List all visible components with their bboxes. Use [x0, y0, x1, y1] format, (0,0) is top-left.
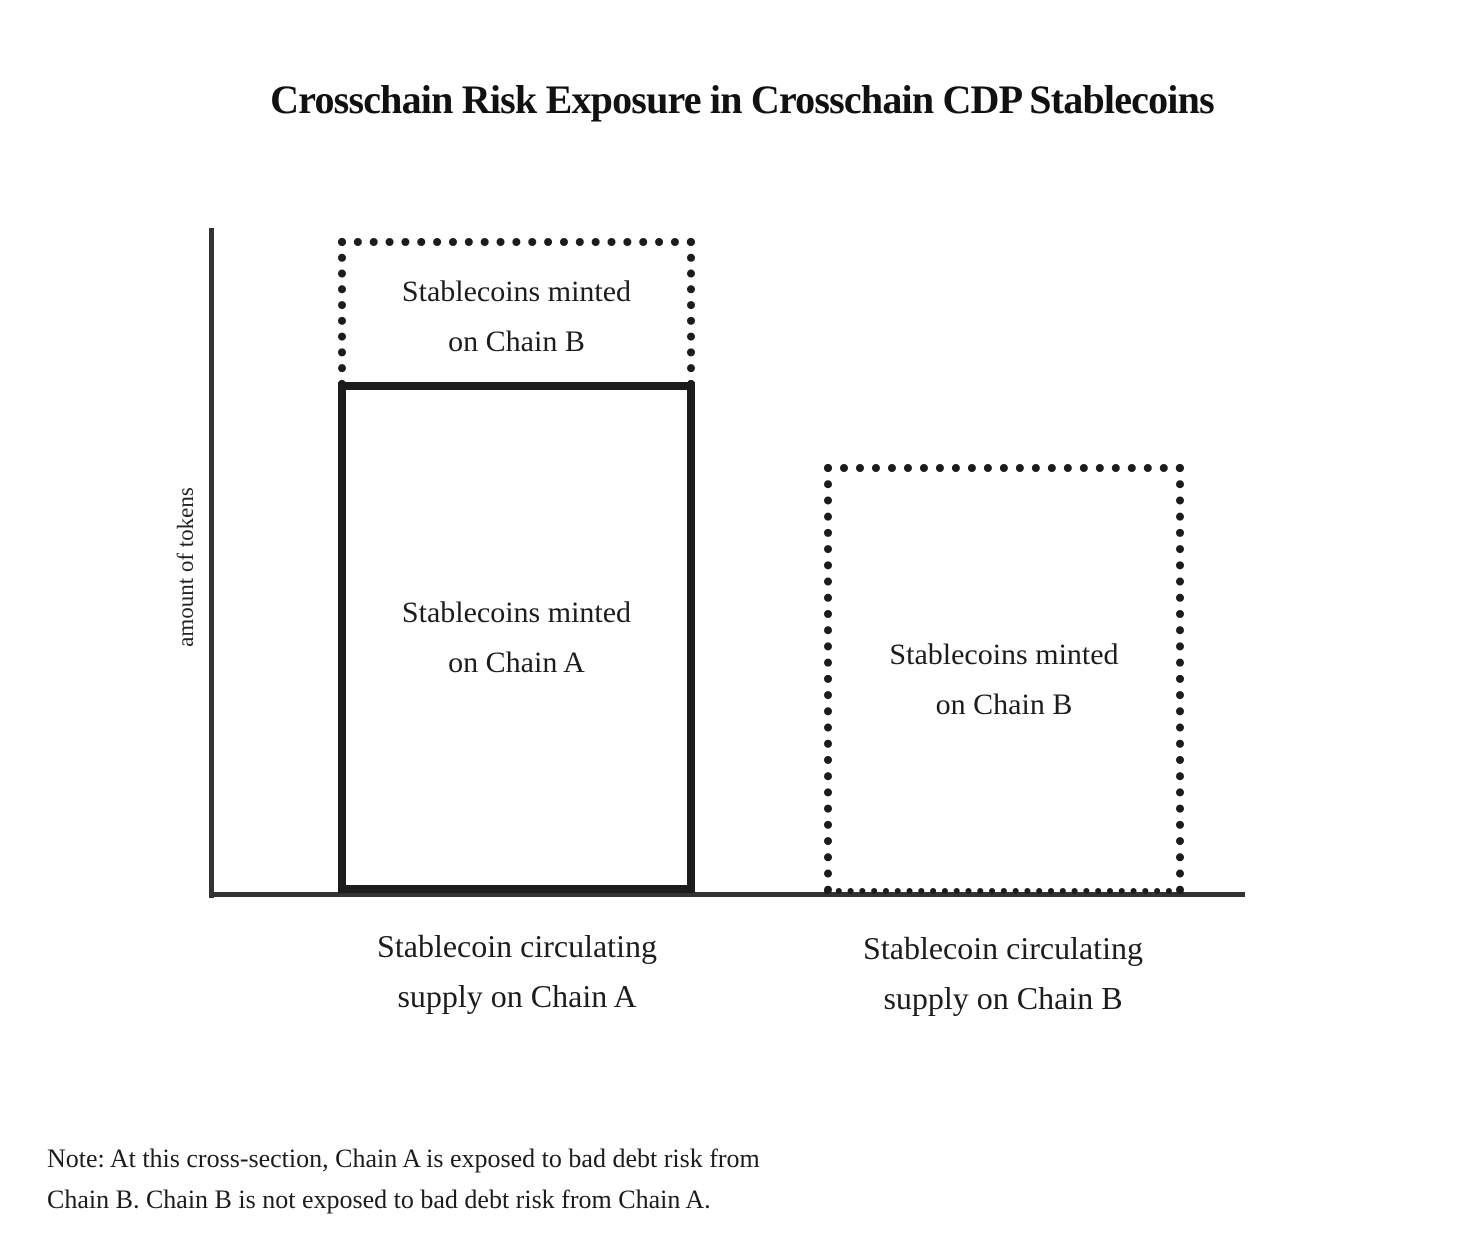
chain-a-bar-chain-b-minted-segment [338, 238, 695, 388]
y-axis-label: amount of tokens [173, 487, 198, 647]
chain-a-bar-chain-a-minted-segment [338, 382, 695, 893]
segment-label-line2: on Chain A [448, 645, 585, 679]
x-label-chain-a [317, 921, 717, 1021]
chain-b-bar-chain-b-minted-segment [824, 464, 1184, 894]
segment-label-line1: Stablecoins minted [401, 275, 632, 308]
segment-label-line1: Stablecoins minted [889, 638, 1119, 671]
x-label-line2: supply on Chain A [397, 978, 637, 1014]
footnote [47, 1138, 867, 1220]
segment-label-line2: on Chain B [448, 325, 585, 358]
segment-label-line1: Stablecoins minted [401, 595, 632, 629]
x-label-line1: Stablecoin circulating [377, 928, 657, 964]
diagram-title: Crosschain Risk Exposure in Crosschain CDP Stablecoins [270, 77, 1214, 122]
segment-label-line2: on Chain B [935, 688, 1073, 721]
footnote-line1: Note: At this cross-section, Chain A is exposed to bad debt risk from [47, 1144, 760, 1173]
x-label-line1: Stablecoin circulating [863, 930, 1143, 966]
footnote-line2: Chain B. Chain B is not exposed to bad debt risk from Chain A. [47, 1185, 711, 1214]
x-label-line2: supply on Chain B [883, 980, 1123, 1016]
x-label-chain-b [803, 923, 1203, 1023]
y-axis-line [209, 228, 214, 898]
